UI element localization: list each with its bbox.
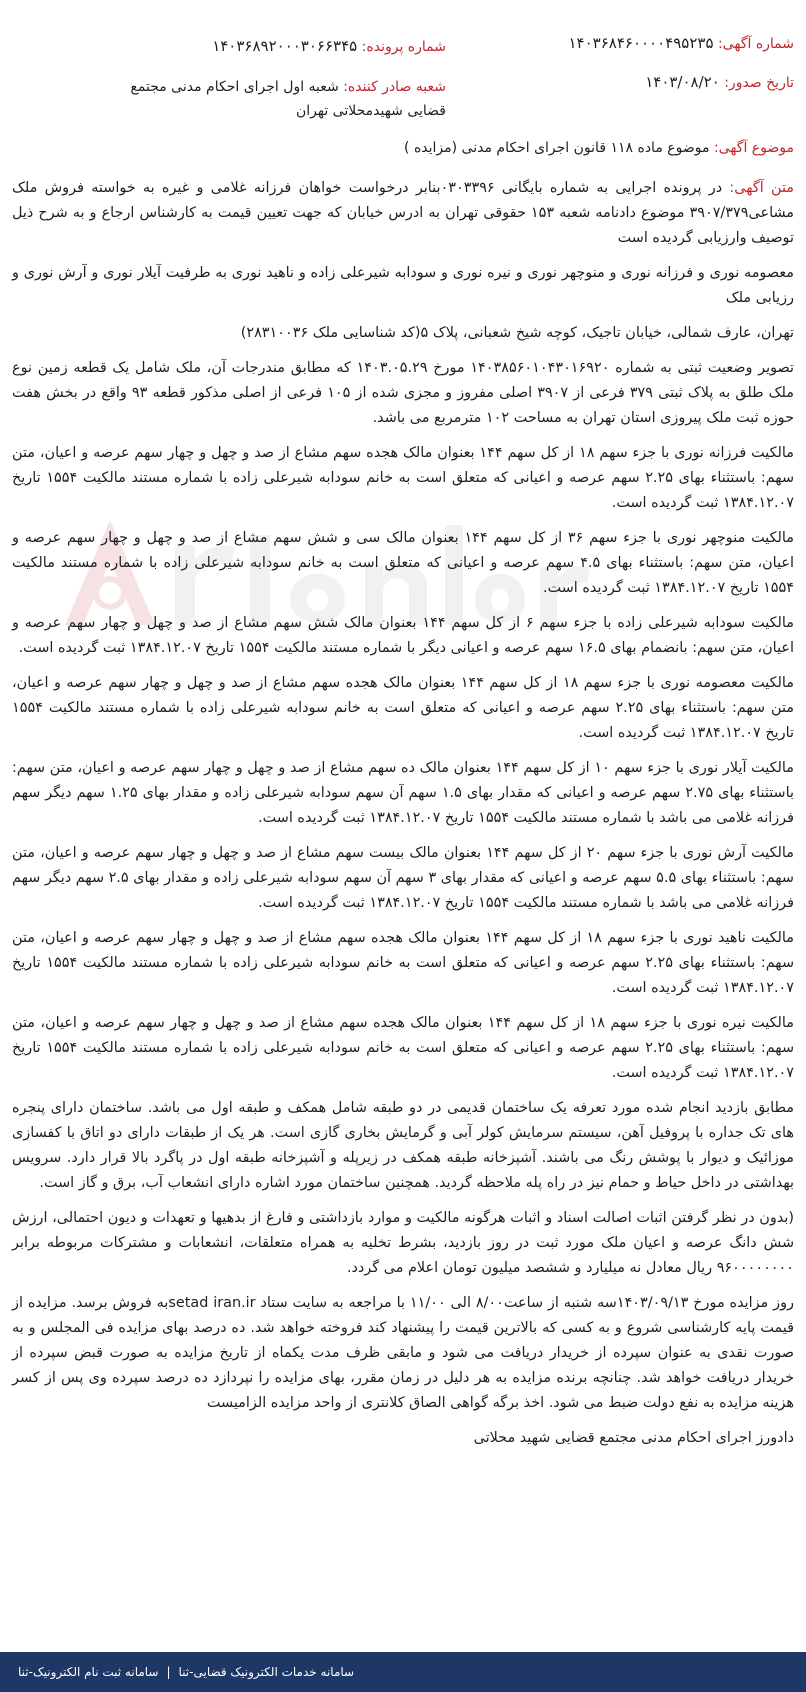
footer-separator: | — [166, 1665, 171, 1679]
footer-link-sana-registration[interactable]: سامانه ثبت نام الکترونیک-ثنا — [18, 1665, 159, 1679]
body-paragraph: تصویر وضعیت ثبتی به شماره ۱۴۰۳۸۵۶۰۱۰۴۳۰۱۶۹۲۰ مورخ ۱۴۰۳.۰۵.۲۹ که مطابق مندرجات آن، ملک شامل یک قطعه زمین نوع ملک طلق به پلاک ثبتی ۳۷۹ فرعی از ۳۹۰۷ اصلی مفروز و مجزی شده از ۱۰۵ فرعی از اصلی مذکور قطعه ۹۳ واقع در بخش هفت حوزه ثبت ملک پیروزی استان تهران به مساحت ۱۰۲ مترمربع می باشد. — [12, 360, 795, 426]
ownership-paragraph: مالکیت منوچهر نوری با جزء سهم ۳۶ از کل سهم ۱۴۴ بعنوان مالک سی و شش سهم مشاع از صد و چهل و چهار سهم عرصه و اعیان، متن سهم: باستثناء بهای ۴.۵ سهم عرصه و اعیانی که متعلق است به خانم سودابه شیرعلی زاده با شماره مستند مالکیت ۱۵۵۴ تاریخ ۱۳۸۴.۱۲.۰۷ ثبت گردیده است. — [12, 530, 795, 596]
inspection-paragraph: مطابق بازدید انجام شده مورد تعرفه یک ساختمان قدیمی در دو طبقه شامل همکف و طبقه اول می باشد. ساختمان دارای پنجره های تک جداره با پروفیل آهن، سیستم سرمایش کولر آبی و گرمایش بخاری گازی است. هر یک از طبقات دارای دو اتاق با کفسازی موزائیک و دیوار با پوشش رنگ می باشند. آشپزخانه طبقه همکف در زیرپله و آشپزخانه طبقه اول در پاگرد بالا قرار دارد. سرویس بهداشتی در داخل حیاط و حمام نیز در راه پله ملاحظه گردید. همچنین ساختمان مورد اشاره دارای انشعاب آب، برق و گاز است. — [12, 1100, 794, 1191]
issue-date: ۱۴۰۳/۰۸/۲۰ — [645, 73, 720, 91]
ownership-paragraph: مالکیت معصومه نوری با جزء سهم ۱۸ از کل سهم ۱۴۴ بعنوان مالک هجده سهم مشاع از صد و چهل و چهار سهم عرصه و اعیان، متن سهم: باستثناء بهای ۲.۲۵ سهم عرصه و اعیانی که متعلق است به خانم سودابه شیرعلی زاده با شماره مستند مالکیت ۱۵۵۴ تاریخ ۱۳۸۴.۱۲.۰۷ ثبت گردیده است. — [12, 675, 794, 741]
valuation-paragraph: (بدون در نظر گرفتن اثبات اصالت اسناد و اثبات هرگونه مالکیت و موارد بازداشتی و فارغ از بدهیها و تعهدات و دیون احتمالی، ارزش شش دانگ عرصه و اعیان ملک مورد ثبت در روز بازدید، بشرط تخلیه به همراه متعلقات، انشعابات و مشترکات مربوطه برابر ۹۶۰۰۰۰۰۰۰۰ ریال معادل نه میلیارد و ششصد میلیون تومان اعلام می گردد. — [12, 1210, 794, 1276]
ownership-paragraph: مالکیت فرزانه نوری با جزء سهم ۱۸ از کل سهم ۱۴۴ بعنوان مالک هجده سهم مشاع از صد و چهل و چهار سهم عرصه و اعیان، متن سهم: باستثناء بهای ۲.۲۵ سهم عرصه و اعیانی که متعلق است به خانم سودابه شیرعلی زاده با شماره مستند مالکیت ۱۵۵۴ تاریخ ۱۳۸۴.۱۲.۰۷ ثبت گردیده است. — [12, 445, 795, 511]
ownership-paragraph: مالکیت ناهید نوری با جزء سهم ۱۸ از کل سهم ۱۴۴ بعنوان مالک هجده سهم مشاع از صد و چهل و چهار سهم عرصه و اعیان، متن سهم: باستثناء بهای ۲.۲۵ سهم عرصه و اعیانی که متعلق است به خانم سودابه شیرعلی زاده با شماره مستند مالکیت ۱۵۵۴ تاریخ ۱۳۸۴.۱۲.۰۷ ثبت گردیده است. — [12, 930, 795, 996]
case-number-row — [212, 36, 446, 57]
ownership-paragraph: مالکیت سودابه شیرعلی زاده با جزء سهم ۶ از کل سهم ۱۴۴ بعنوان مالک شش سهم مشاع از صد و چهل و چهار سهم عرصه و اعیان، متن سهم: بانضمام بهای ۱۶.۵ سهم عرصه و اعیانی دیگر با شماره مستند مالکیت ۱۵۵۴ تاریخ ۱۳۸۴.۱۲.۰۷ ثبت گردیده است. — [12, 615, 794, 656]
subject-label: موضوع آگهی: — [713, 140, 794, 156]
body-intro-label: متن آگهی: — [729, 180, 795, 196]
footer-link-sana-services[interactable]: سامانه خدمات الکترونیک قضایی-ثنا — [178, 1665, 355, 1679]
issue-date-row — [645, 72, 794, 93]
body-paragraph: معصومه نوری و فرزانه نوری و منوچهر نوری و نیره نوری و سودابه شیرعلی زاده و ناهید نوری به طرفیت آیلار نوری و آرش نوری و رزیابی ملک — [12, 265, 794, 306]
subject-value: موضوع ماده ۱۱۸ قانون اجرای احکام مدنی (مزایده ) — [404, 140, 710, 156]
notice-number-row — [568, 33, 794, 54]
body-paragraph: متن آگهی: در پرونده اجرایی به شماره بایگانی ۰۳۰۳۳۹۶بنابر درخواست خواهان فرزانه غلامی و غیره به خواسته فروش ملک مشاعی۳۹۰۷/۳۷۹ موضوع دادنامه شعبه ۱۵۳ حقوقی تهران به ادرس خیابان که جهت تعیین قیمت به کارشناس ارجاع و به شرح ذیل توصیف وارزیابی گردیده است — [12, 180, 795, 246]
notice-number: ۱۴۰۳۶۸۴۶۰۰۰۰۴۹۵۲۳۵ — [568, 34, 714, 52]
issuing-branch: شعبه اول اجرای احکام مدنی مجتمع قضایی شهیدمحلاتی تهران — [130, 79, 446, 119]
notice-number-label: شماره آگهی: — [717, 36, 794, 52]
case-number-label: شماره پرونده: — [361, 39, 446, 55]
signature-line: دادورز اجرای احکام مدنی مجتمع قضایی شهید محلاتی — [473, 1430, 794, 1446]
footer-bar — [0, 1652, 806, 1692]
ownership-paragraph: مالکیت آیلار نوری با جزء سهم ۱۰ از کل سهم ۱۴۴ بعنوان مالک ده سهم مشاع از صد و چهل و چهار سهم عرصه و اعیان، متن سهم: باستثناء بهای ۲.۷۵ سهم عرصه و اعیانی که مقدار بهای ۱.۵ سهم آن سهم سودابه شیرعلی زاده و مقدار بهای ۱.۲۵ سهم دیگر سهم فرزانه غلامی می باشد با شماره مستند مالکیت ۱۵۵۴ تاریخ ۱۳۸۴.۱۲.۰۷ ثبت گردیده است. — [12, 760, 795, 826]
issue-date-label: تاریخ صدور: — [724, 75, 794, 91]
ownership-paragraph: مالکیت نیره نوری با جزء سهم ۱۸ از کل سهم ۱۴۴ بعنوان مالک هجده سهم مشاع از صد و چهل و چهار سهم عرصه و اعیان، متن سهم: باستثناء بهای ۲.۲۵ سهم عرصه و اعیانی که متعلق است به خانم سودابه شیرعلی زاده با شماره مستند مالکیت ۱۵۵۴ تاریخ ۱۳۸۴.۱۲.۰۷ ثبت گردیده است. — [12, 1015, 795, 1081]
auction-terms-paragraph: روز مزایده مورخ ۱۴۰۳/۰۹/۱۳سه شنبه از ساعت۸/۰۰ الی ۱۱/۰۰ با مراجعه به سایت ستاد setad iran.irبه فروش برسد. مزایده از قیمت پایه کارشناسی شروع و به کسی که بالاترین قیمت را پیشنهاد کند فروخته خواهد شد. ده درصد بهای مزایده فی المجلس و به صورت نقدی به عنوان سپرده از خریدار دریافت می شود و مابقی ظرف مدت یکماه از تاریخ مزایده به صورت قبض سپرده از خریدار دریافت خواهد شد. چنانچه برنده مزایده به هر دلیل در زمان مقرر، بهای مزایده را نپردازد ده درصد سپرده وی پس از کسر هزینه مزایده به نفع دولت ضبط می شود. اخذ برگه گواهی الصاق کلانتری از واحد مزایده الزامیست — [12, 1295, 794, 1411]
ownership-paragraph: مالکیت آرش نوری با جزء سهم ۲۰ از کل سهم ۱۴۴ بعنوان مالک بیست سهم مشاع از صد و چهل و چهار سهم عرصه و اعیان، متن سهم: باستثناء بهای ۵.۵ سهم عرصه و اعیانی که مقدار بهای ۳ سهم آن سهم سودابه شیرعلی زاده و مقدار بهای ۲.۵ سهم دیگر سهم فرزانه غلامی می باشد با شماره مستند مالکیت ۱۵۵۴ تاریخ ۱۳۸۴.۱۲.۰۷ ثبت گردیده است. — [12, 845, 794, 911]
notice-subject — [404, 140, 794, 156]
notice-body — [12, 176, 794, 1461]
property-address: تهران، عارف شمالی، خیابان تاجیک، کوچه شیخ شعبانی، پلاک ۵(کد شناسایی ملک ۲۸۳۱۰۰۳۶) — [240, 325, 794, 341]
case-number: ۱۴۰۳۶۸۹۲۰۰۰۳۰۶۶۳۴۵ — [212, 37, 358, 55]
issuing-branch-row — [106, 75, 446, 123]
issuing-branch-label: شعبه صادر کننده: — [343, 79, 446, 95]
